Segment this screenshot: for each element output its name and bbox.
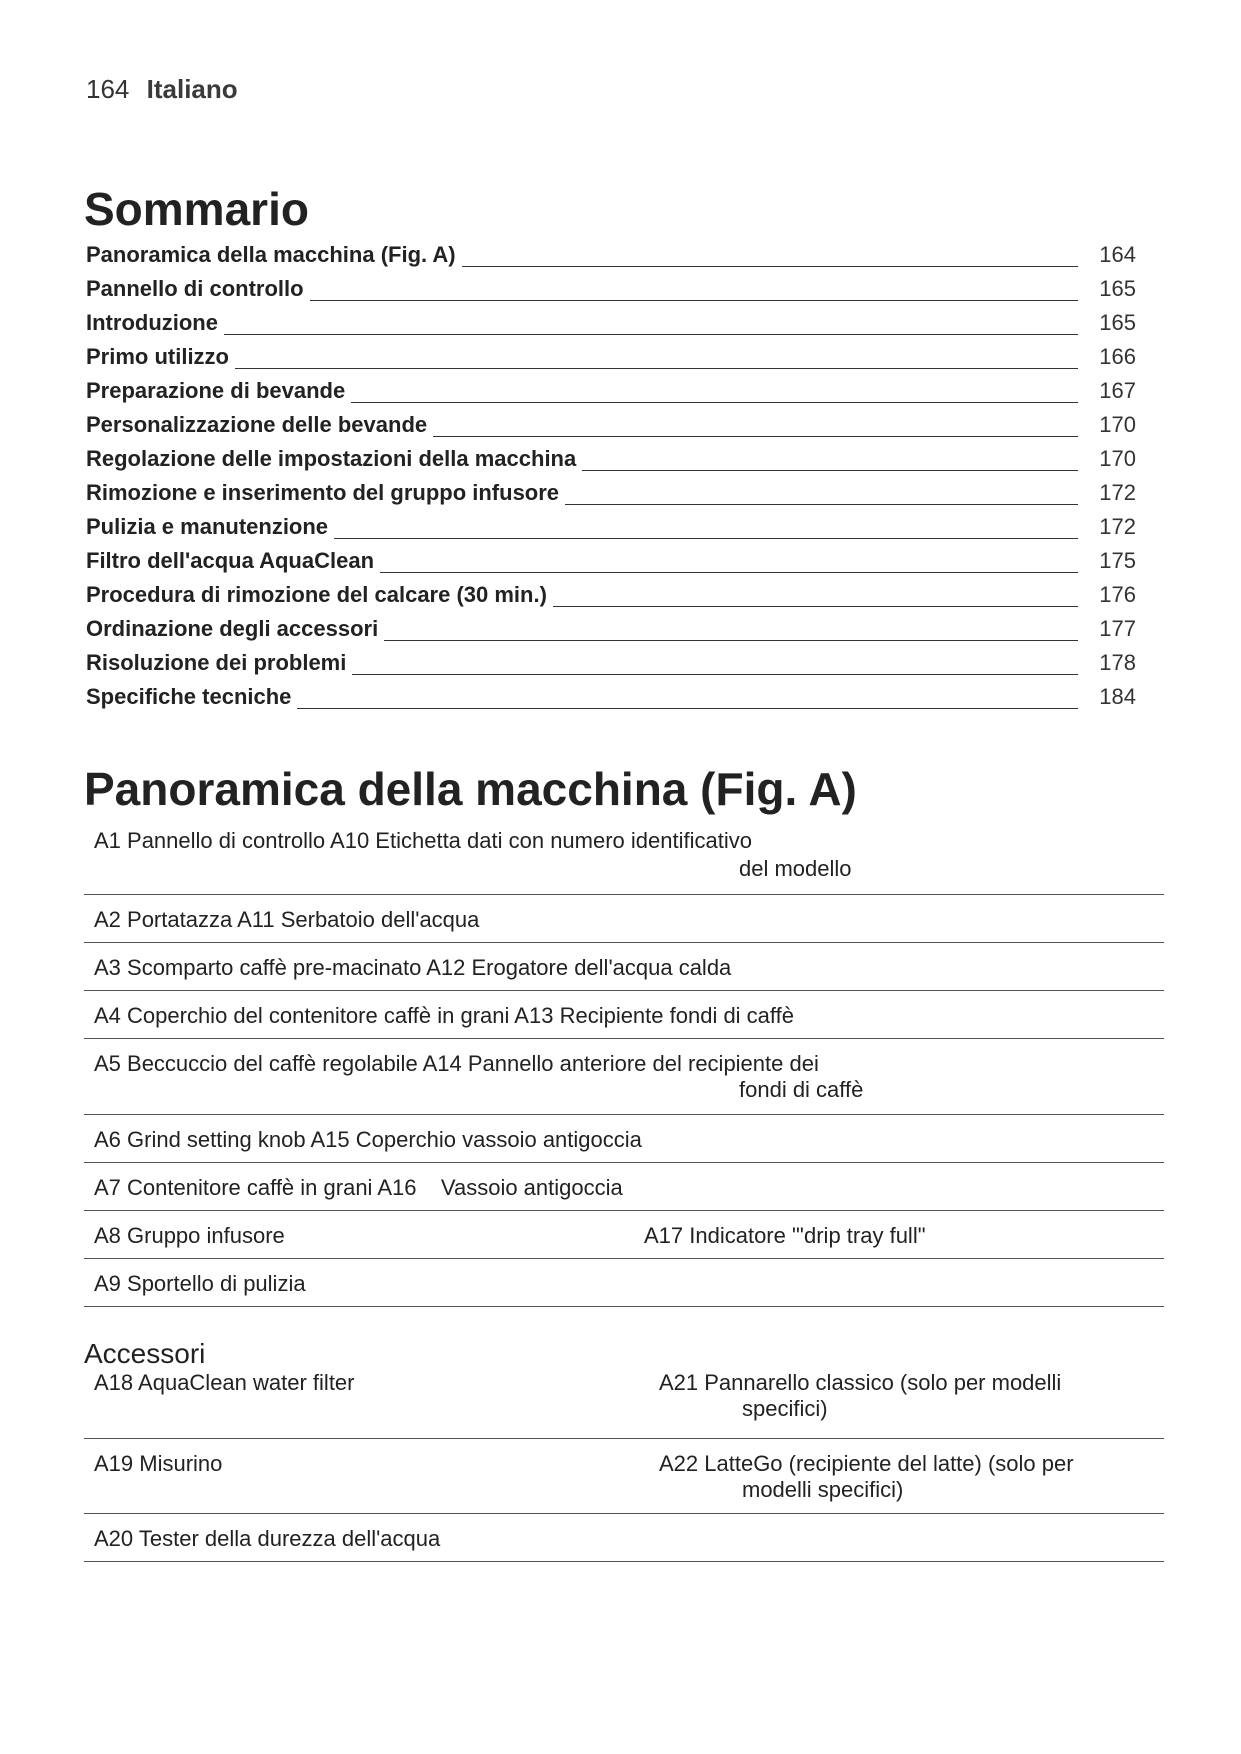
toc-entry-label: Introduzione <box>86 310 224 336</box>
part-text: A1 Pannello di controllo A10 Etichetta dati con numero identificativo <box>94 828 752 853</box>
overview-title: Panoramica della macchina (Fig. A) <box>84 763 857 815</box>
toc-entry-label: Rimozione e inserimento del gruppo infusore <box>86 480 565 506</box>
toc-entry-label: Ordinazione degli accessori <box>86 616 384 642</box>
toc-entry[interactable] <box>86 476 1136 510</box>
toc-entry[interactable] <box>86 612 1136 646</box>
toc-entry-page: 164 <box>1099 242 1136 267</box>
toc-entry-page: 170 <box>1099 412 1136 437</box>
toc-entry[interactable] <box>86 408 1136 442</box>
toc-entry-page: 172 <box>1099 514 1136 539</box>
toc-entry[interactable] <box>86 578 1136 612</box>
toc-entry[interactable] <box>86 680 1136 714</box>
toc-entry-label: Filtro dell'acqua AquaClean <box>86 548 380 574</box>
table-row <box>84 1211 1164 1259</box>
page-number: 164 <box>86 74 130 104</box>
toc-entry-label: Personalizzazione delle bevande <box>86 412 433 438</box>
page-header <box>86 74 238 105</box>
part-text: A7 Contenitore caffè in grani A16 Vassoio antigoccia <box>94 1175 623 1200</box>
table-row <box>84 895 1164 943</box>
toc-entry[interactable] <box>86 646 1136 680</box>
part-text-wrap: fondi di caffè <box>739 1077 864 1102</box>
toc-entry-label: Regolazione delle impostazioni della macchina <box>86 446 582 472</box>
part-text: A8 Gruppo infusore <box>94 1223 285 1248</box>
part-text: A3 Scomparto caffè pre-macinato A12 Erogatore dell'acqua calda <box>94 955 732 980</box>
accessory-right-wrap: modelli specifici) <box>742 1477 904 1502</box>
table-row <box>84 1115 1164 1163</box>
parts-table <box>84 822 1164 1307</box>
toc-entry-page: 166 <box>1099 344 1136 369</box>
toc-title: Sommario <box>84 183 309 235</box>
table-row <box>84 1364 1164 1439</box>
table-row <box>84 1439 1164 1514</box>
table-of-contents <box>86 238 1136 714</box>
accessories-title: Accessori <box>84 1338 206 1369</box>
part-text: A4 Coperchio del contenitore caffè in grani A13 Recipiente fondi di caffè <box>94 1003 794 1028</box>
toc-entry[interactable] <box>86 442 1136 476</box>
toc-entry-label: Risoluzione dei problemi <box>86 650 352 676</box>
toc-entry-label: Pannello di controllo <box>86 276 310 302</box>
toc-entry-page: 176 <box>1099 582 1136 607</box>
toc-entry-page: 178 <box>1099 650 1136 675</box>
toc-entry[interactable] <box>86 272 1136 306</box>
toc-entry-label: Pulizia e manutenzione <box>86 514 334 540</box>
table-row <box>84 991 1164 1039</box>
accessory-left: A20 Tester della durezza dell'acqua <box>94 1526 441 1551</box>
table-row <box>84 1163 1164 1211</box>
table-row <box>84 822 1164 895</box>
toc-entry-page: 175 <box>1099 548 1136 573</box>
toc-entry-page: 170 <box>1099 446 1136 471</box>
toc-entry-label: Preparazione di bevande <box>86 378 351 404</box>
toc-entry[interactable] <box>86 238 1136 272</box>
part-text: A6 Grind setting knob A15 Coperchio vassoio antigoccia <box>94 1127 642 1152</box>
toc-entry-page: 184 <box>1099 684 1136 709</box>
accessory-right: A21 Pannarello classico (solo per modelli <box>659 1370 1062 1395</box>
toc-entry-label: Panoramica della macchina (Fig. A) <box>86 242 462 268</box>
toc-entry[interactable] <box>86 340 1136 374</box>
accessories-table <box>84 1364 1164 1562</box>
accessory-right-wrap: specifici) <box>742 1396 828 1421</box>
toc-entry-page: 172 <box>1099 480 1136 505</box>
part-text-wrap: del modello <box>739 856 852 881</box>
accessory-left: A19 Misurino <box>94 1451 223 1476</box>
toc-entry[interactable] <box>86 306 1136 340</box>
table-row <box>84 943 1164 991</box>
accessory-left: A18 AquaClean water filter <box>94 1370 355 1395</box>
part-text: A2 Portatazza A11 Serbatoio dell'acqua <box>94 907 480 932</box>
table-row <box>84 1039 1164 1115</box>
toc-entry-label: Primo utilizzo <box>86 344 235 370</box>
language-label: Italiano <box>146 74 238 104</box>
toc-entry-label: Procedura di rimozione del calcare (30 min.) <box>86 582 553 608</box>
toc-entry-label: Specifiche tecniche <box>86 684 297 710</box>
toc-entry-page: 167 <box>1099 378 1136 403</box>
part-text: A5 Beccuccio del caffè regolabile A14 Pannello anteriore del recipiente dei <box>94 1051 819 1076</box>
toc-entry[interactable] <box>86 544 1136 578</box>
part-text: A9 Sportello di pulizia <box>94 1271 306 1296</box>
toc-entry[interactable] <box>86 374 1136 408</box>
toc-entry[interactable] <box>86 510 1136 544</box>
table-row <box>84 1259 1164 1307</box>
part-text-right: A17 Indicatore "'drip tray full" <box>644 1223 926 1248</box>
toc-entry-page: 177 <box>1099 616 1136 641</box>
table-row <box>84 1514 1164 1562</box>
toc-entry-page: 165 <box>1099 276 1136 301</box>
accessory-right: A22 LatteGo (recipiente del latte) (solo per <box>659 1451 1074 1476</box>
toc-entry-page: 165 <box>1099 310 1136 335</box>
